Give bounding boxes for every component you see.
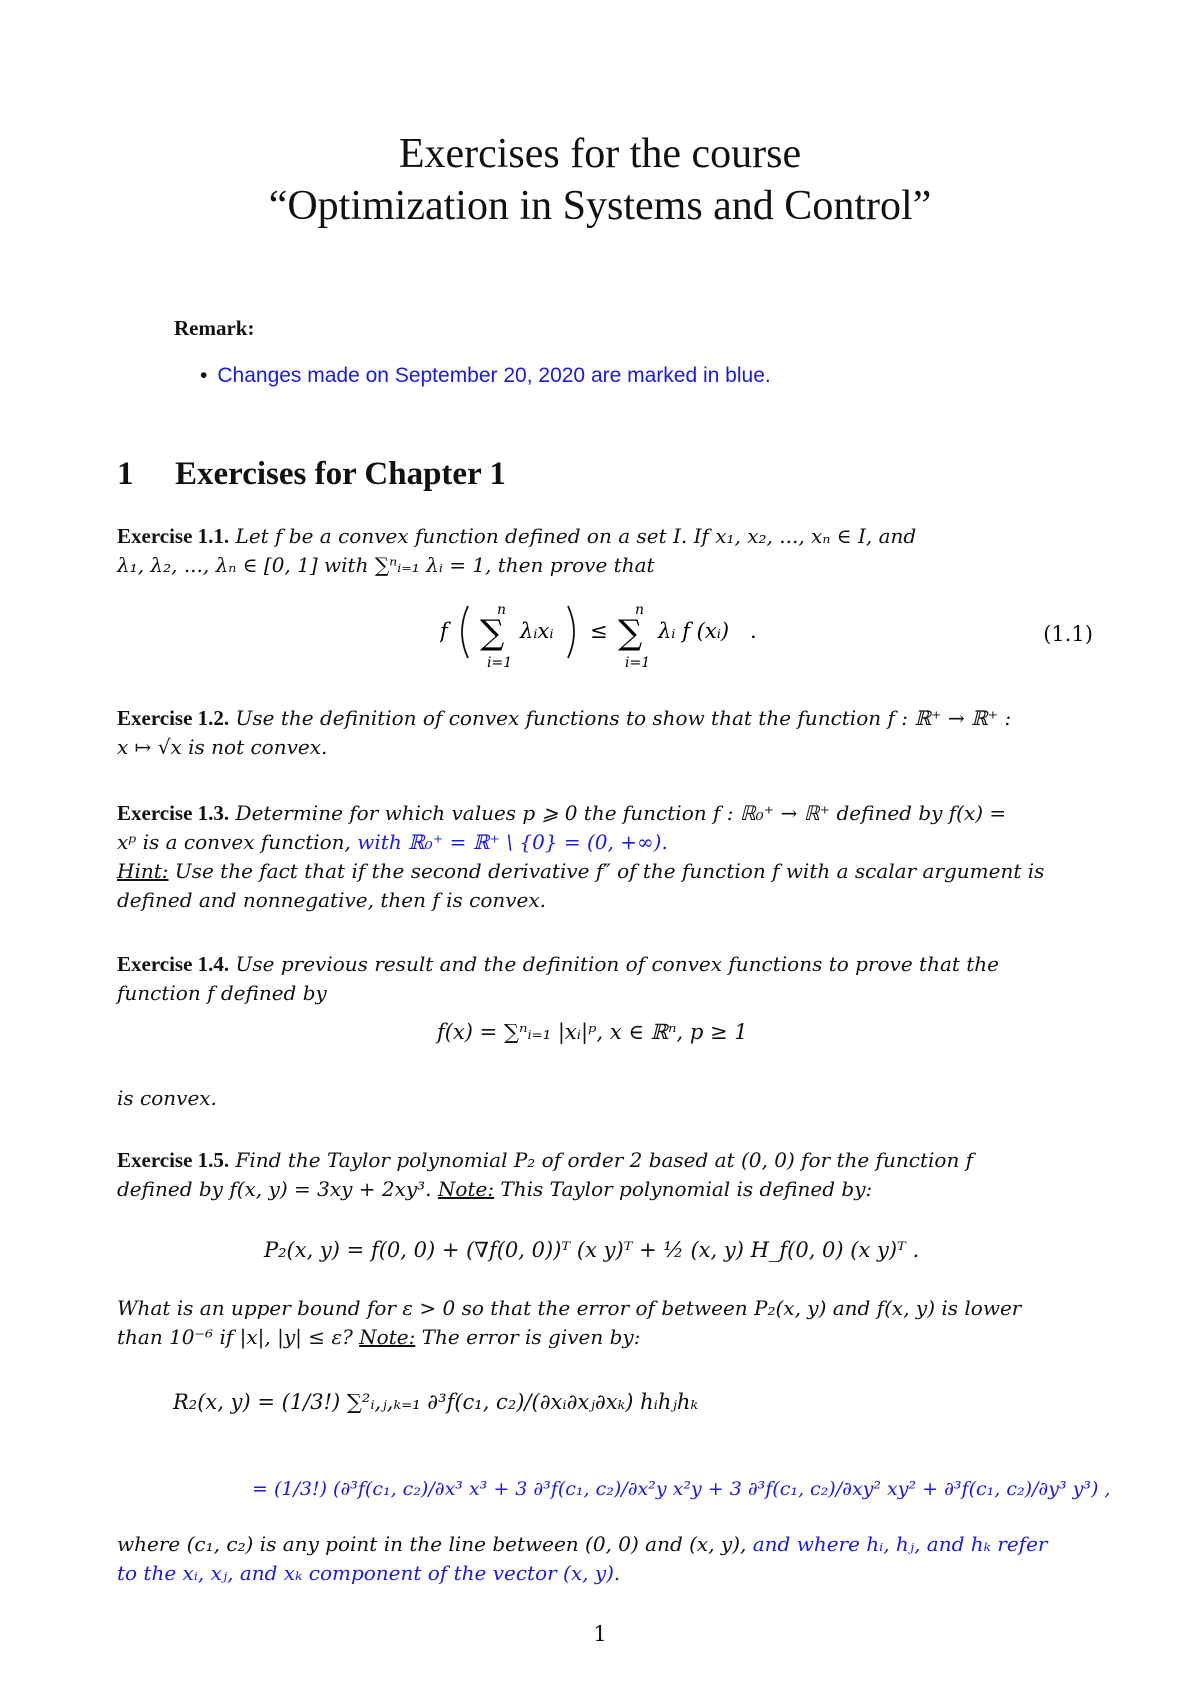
svg-text:i=1: i=1 xyxy=(487,655,513,670)
svg-text:n: n xyxy=(497,602,507,618)
exercise-label: Exercise 1.2. xyxy=(117,706,230,730)
section-title: Exercises for Chapter 1 xyxy=(175,456,506,492)
exercise-label: Exercise 1.4. xyxy=(117,952,230,976)
equation-1-1 xyxy=(440,592,770,670)
svg-text:λᵢ f (xᵢ): λᵢ f (xᵢ) xyxy=(658,619,730,643)
svg-text:∑: ∑ xyxy=(618,613,643,653)
where-text-blue: to the xᵢ, xⱼ, and xₖ component of the vector (x, y). xyxy=(117,1561,621,1585)
equation-1-4: f(x) = ∑ⁿᵢ₌₁ |xᵢ|ᵖ, x ∈ ℝⁿ, p ≥ 1 xyxy=(437,1020,748,1044)
document-title-line-2: “Optimization in Systems and Control” xyxy=(268,183,932,229)
equation-taylor: P₂(x, y) = f(0, 0) + (∇f(0, 0))ᵀ (x y)ᵀ + ½ (x, y) H_f(0, 0) (x y)ᵀ . xyxy=(264,1238,920,1262)
where-text: where (c₁, c₂) is any point in the line between (0, 0) and (x, y), xyxy=(117,1532,747,1556)
exercise-text: xᵖ is a convex function, xyxy=(117,830,351,854)
section-heading xyxy=(117,456,506,493)
exercise-1-5 xyxy=(117,1146,1093,1204)
exercise-text: Find the Taylor polynomial P₂ of order 2 based at (0, 0) for the function f xyxy=(235,1148,974,1172)
exercise-1-5-where xyxy=(117,1530,1093,1588)
remark-item xyxy=(200,364,771,388)
hint-label: Hint: xyxy=(117,859,169,883)
equation-number: (1.1) xyxy=(1043,622,1093,646)
remark-label: Remark: xyxy=(174,316,255,340)
page-number: 1 xyxy=(593,1622,607,1646)
exercise-text: Use previous result and the definition of convex functions to prove that the xyxy=(235,952,1000,976)
equation-r2-line-2: = (1/3!) (∂³f(c₁, c₂)/∂x³ x³ + 3 ∂³f(c₁, c₂)/∂x²y x²y + 3 ∂³f(c₁, c₂)/∂xy² xy² + ∂³f(c₁, c₂)/∂y³ y³) , xyxy=(252,1478,1111,1500)
hint-text: defined and nonnegative, then f is convex. xyxy=(117,888,547,912)
exercise-text-blue: with ℝ₀⁺ = ℝ⁺ \ {0} = (0, +∞). xyxy=(357,830,668,854)
exercise-text: Use the definition of convex functions to show that the function f : ℝ⁺ → ℝ⁺ : xyxy=(235,706,1012,730)
document-title-line-1: Exercises for the course xyxy=(398,131,802,177)
note-label: Note: xyxy=(359,1325,416,1349)
note-text: The error is given by: xyxy=(421,1325,641,1349)
exercise-text: x ↦ √x is not convex. xyxy=(117,735,328,759)
where-text-blue: and where hᵢ, hⱼ, and hₖ refer xyxy=(752,1532,1048,1556)
note-text: This Taylor polynomial is defined by: xyxy=(500,1177,873,1201)
exercise-1-5-question xyxy=(117,1294,1093,1352)
section-number: 1 xyxy=(117,456,134,492)
note-label: Note: xyxy=(437,1177,495,1201)
exercise-text: Let f be a convex function defined on a set I. If x₁, x₂, ..., xₙ ∈ I, and xyxy=(235,524,917,548)
remark-text: Changes made on September 20, 2020 are marked in blue. xyxy=(217,364,771,387)
exercise-text: defined by f(x, y) = 3xy + 2xy³. xyxy=(117,1177,432,1201)
exercise-1-4 xyxy=(117,950,1093,1008)
exercise-text: function f defined by xyxy=(117,981,327,1005)
svg-text:λᵢxᵢ: λᵢxᵢ xyxy=(520,619,554,643)
svg-text:∑: ∑ xyxy=(480,613,505,653)
exercise-text: is convex. xyxy=(117,1086,217,1110)
svg-text:f: f xyxy=(440,619,448,643)
exercise-1-2 xyxy=(117,704,1093,762)
question-text: What is an upper bound for ε > 0 so that the error of between P₂(x, y) and f(x, y) is lower xyxy=(117,1296,1022,1320)
svg-text:n: n xyxy=(635,602,645,618)
equation-r2-line-1: R₂(x, y) = (1/3!) ∑²ᵢ,ⱼ,ₖ₌₁ ∂³f(c₁, c₂)/(∂xᵢ∂xⱼ∂xₖ) hᵢhⱼhₖ xyxy=(173,1390,699,1414)
svg-text:≤: ≤ xyxy=(590,619,608,643)
exercise-1-3 xyxy=(117,799,1093,915)
exercise-1-1 xyxy=(117,522,1093,580)
bullet-icon: • xyxy=(200,364,208,387)
exercise-label: Exercise 1.3. xyxy=(117,801,230,825)
exercise-text: λ₁, λ₂, ..., λₙ ∈ [0, 1] with ∑ⁿᵢ₌₁ λᵢ = 1, then prove that xyxy=(117,553,655,577)
exercise-label: Exercise 1.1. xyxy=(117,524,230,548)
svg-text:.: . xyxy=(750,619,757,643)
exercise-text: Determine for which values p ⩾ 0 the function f : ℝ₀⁺ → ℝ⁺ defined by f(x) = xyxy=(235,801,1007,825)
svg-text:i=1: i=1 xyxy=(625,655,651,670)
exercise-label: Exercise 1.5. xyxy=(117,1148,230,1172)
hint-text: Use the fact that if the second derivative f″ of the function f with a scalar argument is xyxy=(174,859,1045,883)
question-text: than 10⁻⁶ if |x|, |y| ≤ ε? xyxy=(117,1325,353,1349)
